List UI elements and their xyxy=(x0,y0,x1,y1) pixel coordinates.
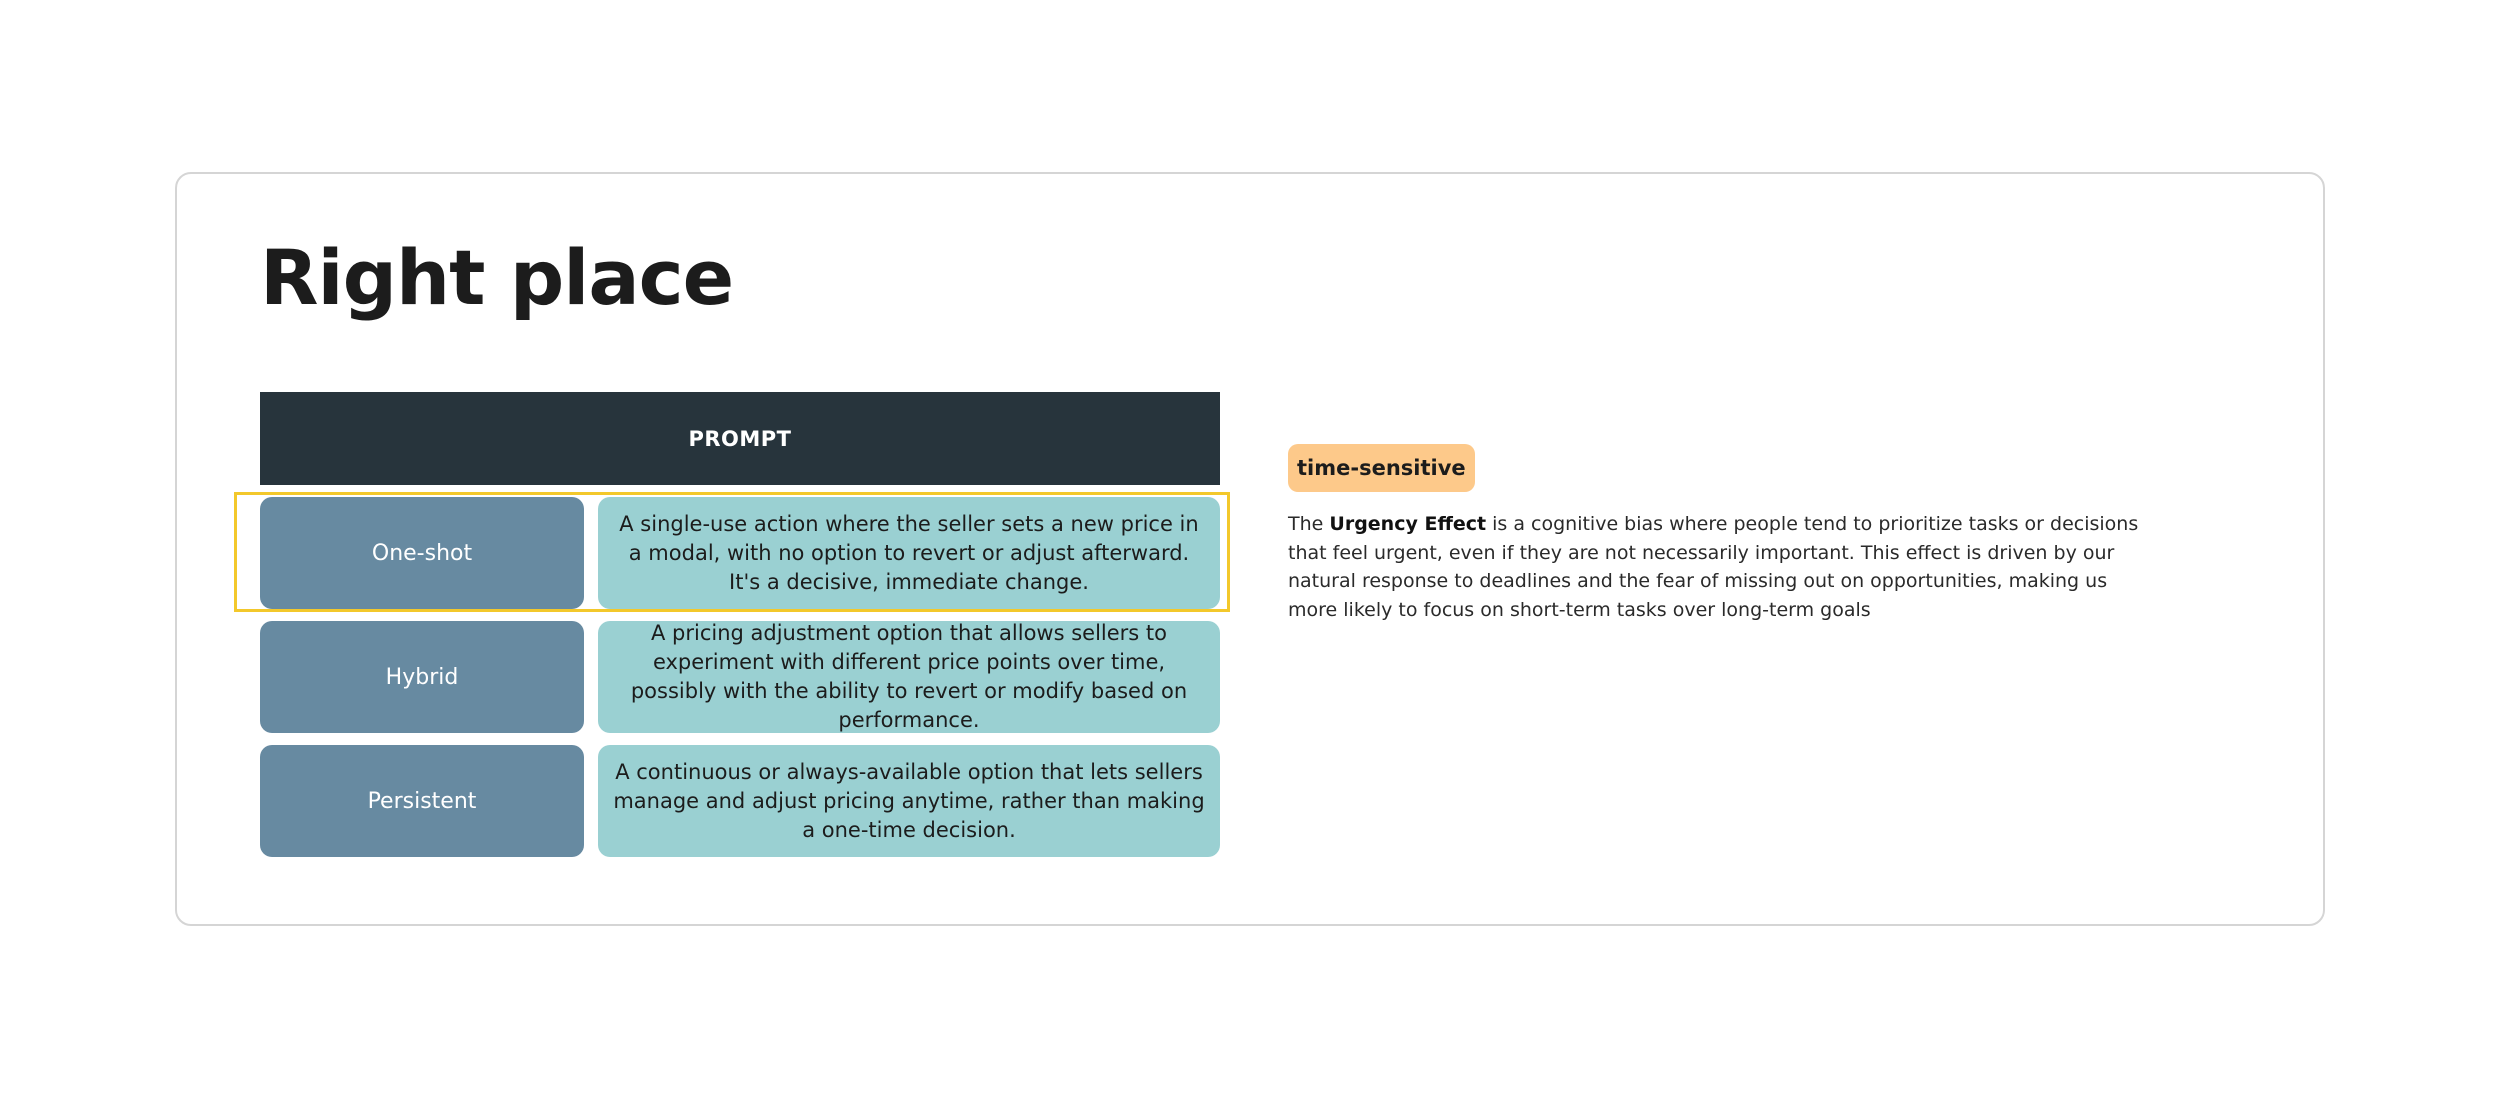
page-title: Right place xyxy=(260,233,734,322)
row-label: Hybrid xyxy=(260,621,584,733)
row-label: One-shot xyxy=(260,497,584,609)
table-row-one-shot xyxy=(260,497,1220,609)
row-description: A single-use action where the seller sets a new price in a modal, with no option to revert or adjust afterward. It's a decisive, immediate change. xyxy=(598,497,1220,609)
urgency-effect-description xyxy=(1288,510,2148,624)
urgency-effect-term: Urgency Effect xyxy=(1329,513,1487,535)
table-header-prompt: PROMPT xyxy=(260,392,1220,485)
row-label: Persistent xyxy=(260,745,584,857)
table-row-persistent xyxy=(260,745,1220,857)
time-sensitive-tag: time-sensitive xyxy=(1288,444,1475,492)
table-row-hybrid xyxy=(260,621,1220,733)
description-prefix: The xyxy=(1288,513,1330,535)
row-description: A pricing adjustment option that allows sellers to experiment with different price points over time, possibly with the ability to revert or modify based on performance. xyxy=(598,621,1220,733)
row-description: A continuous or always-available option that lets sellers manage and adjust pricing anytime, rather than making a one-time decision. xyxy=(598,745,1220,857)
description-body: is a cognitive bias where people tend to prioritize tasks or decisions that feel urgent, even if they are not necessarily important. This effect is driven by our natural response to deadlines and the fear of missing out on opportunities, making us more likely to focus on short-term tasks over long-term goals xyxy=(1288,513,2139,621)
